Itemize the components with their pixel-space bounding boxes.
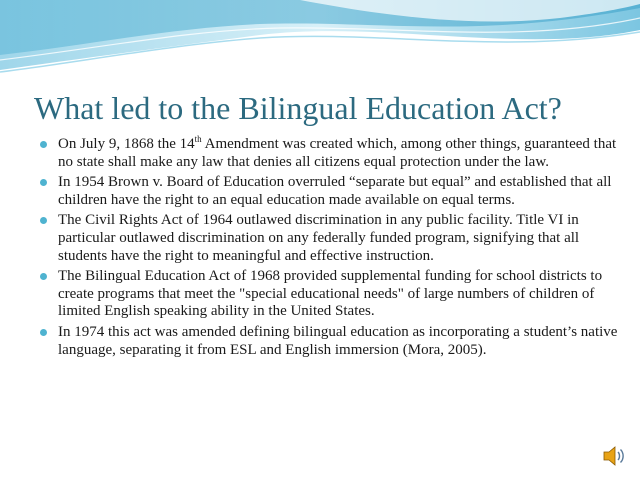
bullet-text: In 1974 this act was amended defining bilingual education as incorporating a student’s native language, separating it from ESL and English immersion (Mora, 2005).	[58, 323, 618, 358]
header-wave-decoration	[0, 0, 640, 90]
bullet-item	[38, 136, 618, 171]
bullet-dot-icon	[40, 179, 47, 186]
bullet-item	[38, 212, 618, 265]
bullet-dot-icon	[40, 273, 47, 280]
bullet-text: The Bilingual Education Act of 1968 provided supplemental funding for school districts to create programs that meet the "special educational needs" of large numbers of children of limited English speaking ability in the United States.	[58, 268, 603, 320]
bullet-superscript: th	[194, 134, 202, 144]
bullet-dot-icon	[40, 141, 47, 148]
bullet-dot-icon	[40, 329, 47, 336]
bullet-item	[38, 268, 618, 321]
slide-title: What led to the Bilingual Education Act?	[34, 90, 562, 126]
bullet-item	[38, 324, 618, 359]
bullet-list	[38, 136, 618, 362]
bullet-text: In 1954 Brown v. Board of Education overruled “separate but equal” and established that all children have the right to an equal education made available on equal terms.	[58, 174, 612, 208]
bullet-item	[38, 174, 618, 209]
bullet-text-part: On July 9, 1868 the 14	[58, 136, 195, 152]
bullet-text-part: Amendment was created which, among other things, guaranteed that no state shall make any law that denies all citizens equal protection under the law.	[58, 136, 617, 170]
speaker-icon[interactable]	[601, 443, 627, 469]
bullet-dot-icon	[40, 217, 47, 224]
bullet-text: The Civil Rights Act of 1964 outlawed discrimination in any public facility. Title VI in particular outlawed discrimination on any federally funded program, signifying that all students have the right to meaningful and effective instruction.	[58, 212, 580, 264]
